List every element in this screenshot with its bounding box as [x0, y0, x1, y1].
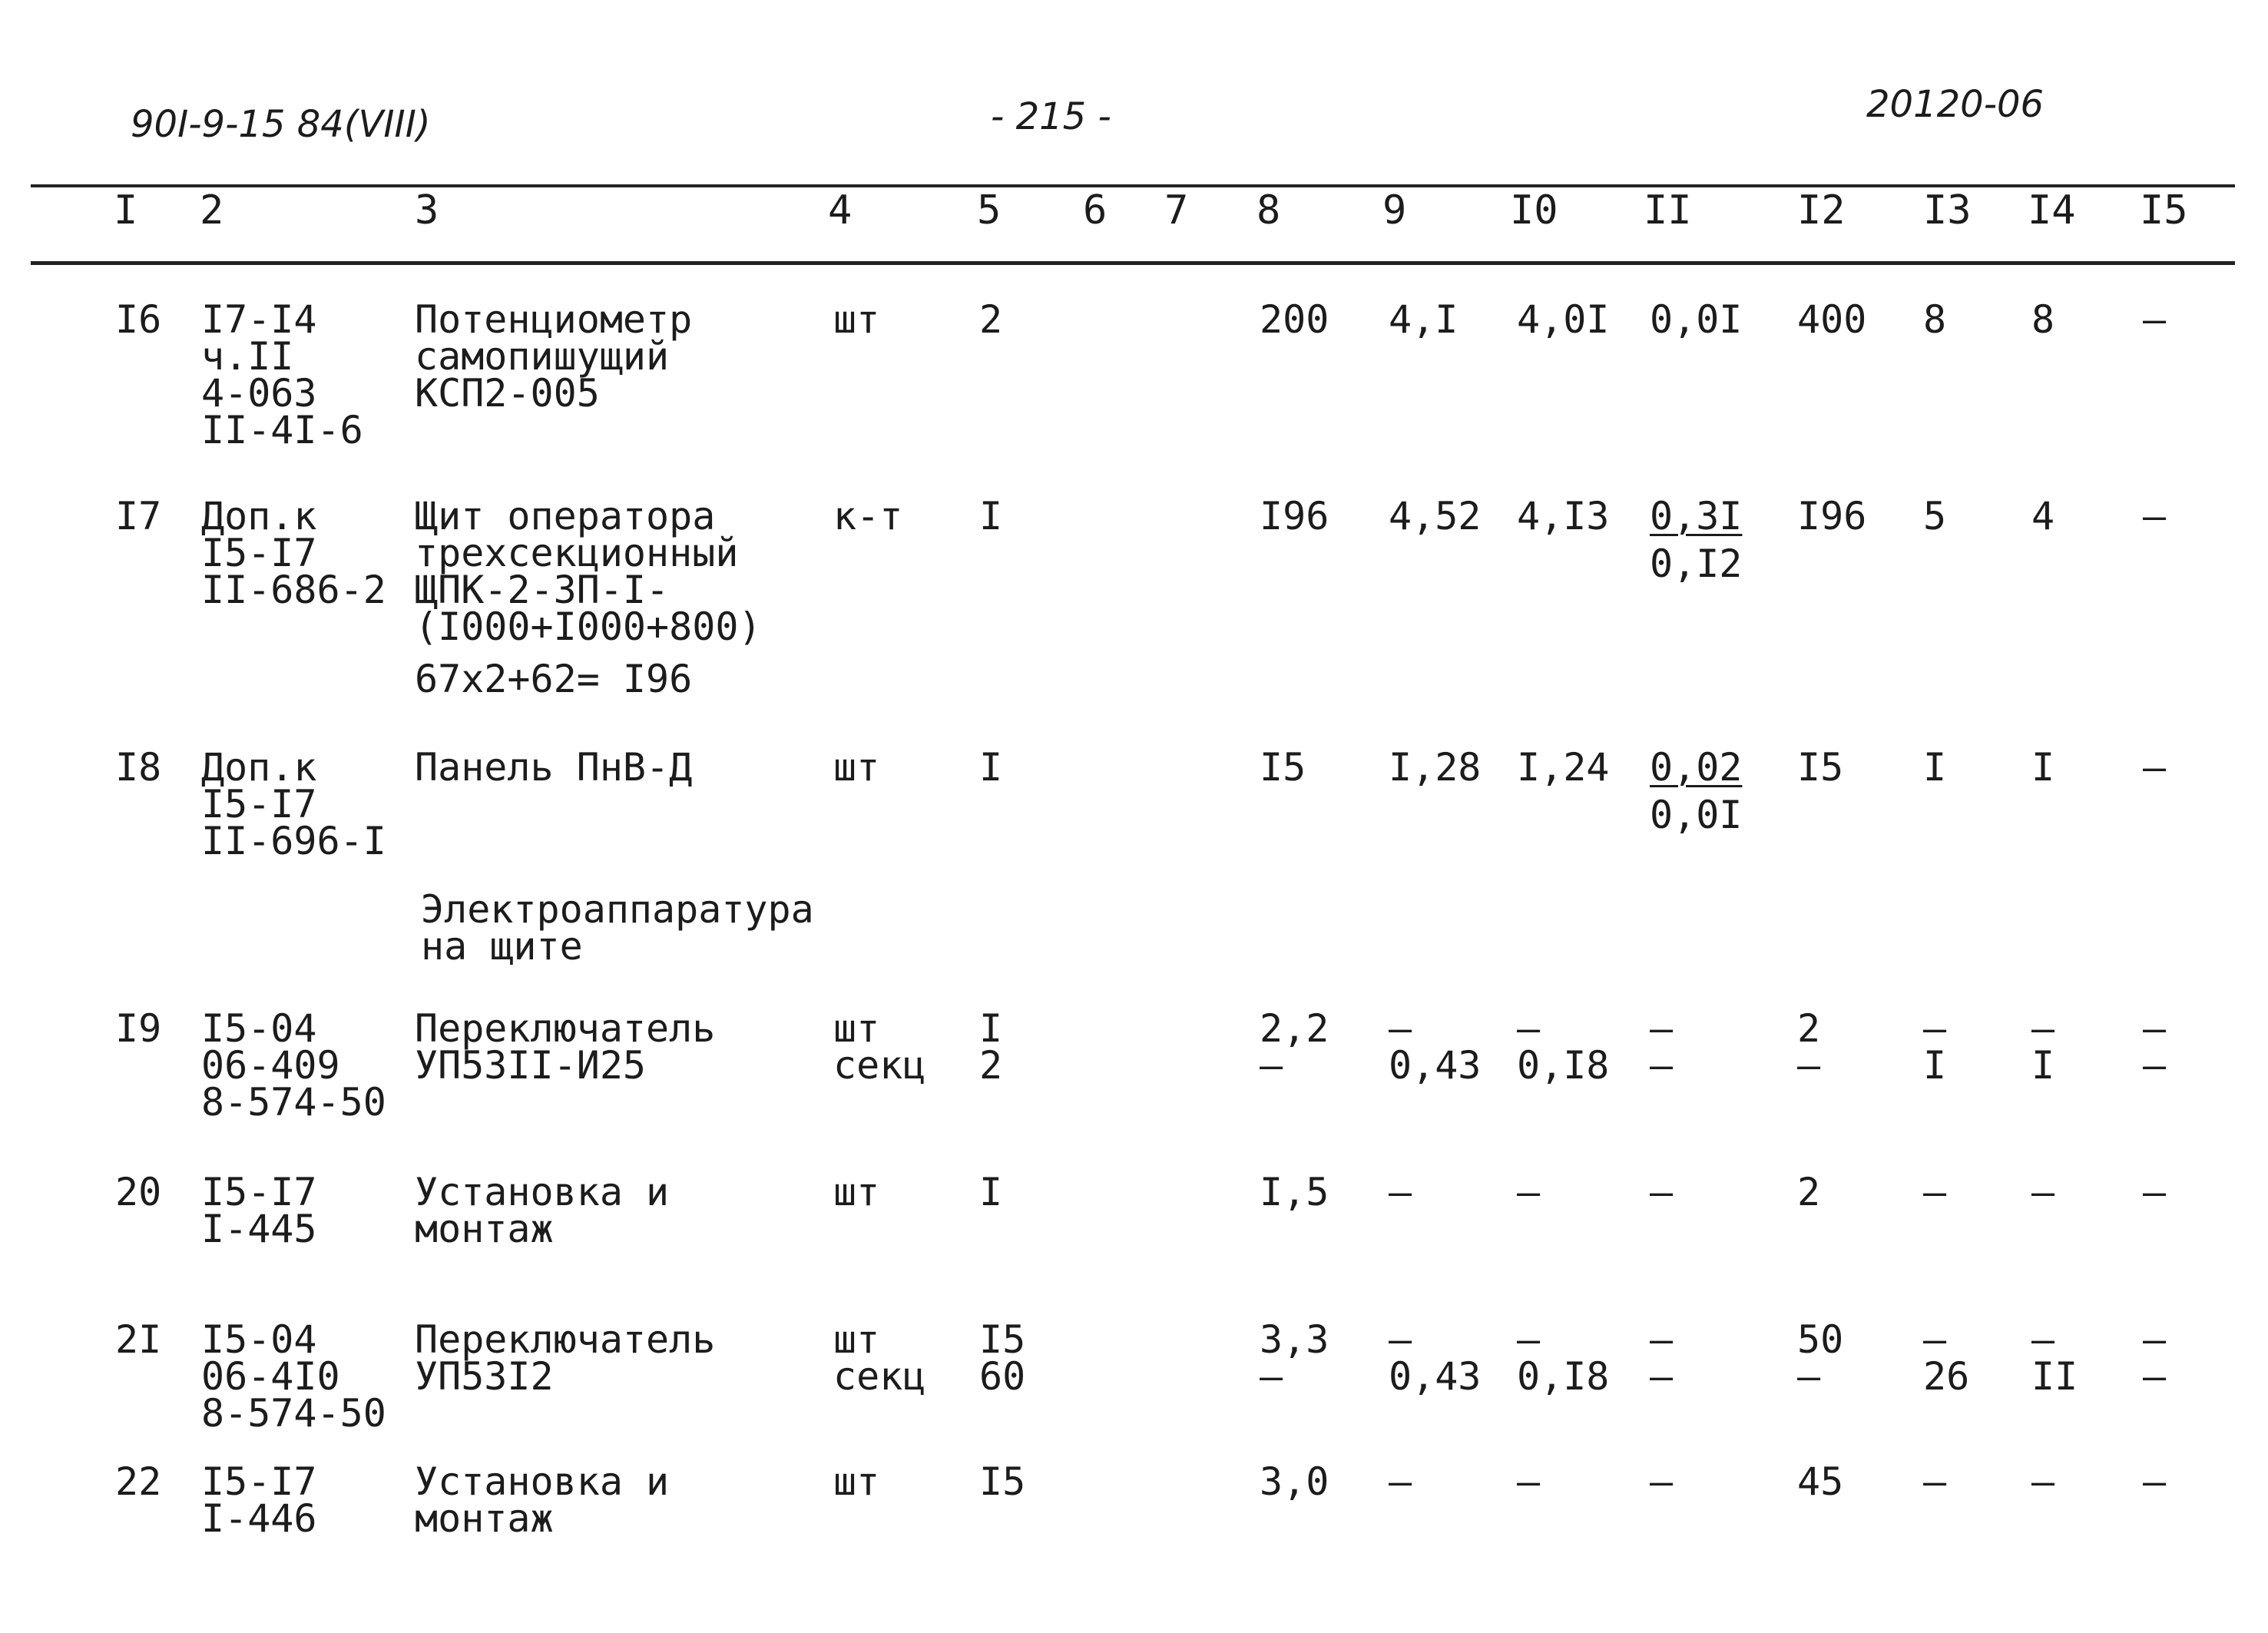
item-name: самопишущий	[415, 334, 670, 379]
cell-c15: –	[2143, 1459, 2167, 1504]
column-header-14: I4	[2028, 187, 2076, 234]
item-name: трехсекционный	[415, 531, 739, 575]
cell-c15: –	[2143, 1006, 2167, 1051]
cell-c8: 200	[1260, 297, 1329, 342]
cell-c12: 45	[1797, 1459, 1844, 1504]
cell-c11-numerator: 0,02	[1650, 745, 1743, 790]
cell-c13: 5	[1923, 494, 1947, 538]
item-name: Установка и	[415, 1459, 670, 1504]
cell-c9: 0,43	[1389, 1043, 1482, 1088]
cell-c14: I	[2031, 1043, 2055, 1088]
row-number: 2I	[115, 1317, 162, 1362]
cell-c9: –	[1389, 1006, 1412, 1051]
row-number: 22	[115, 1459, 162, 1504]
header-bottom-rule	[31, 261, 2235, 265]
cell-c13: I	[1923, 745, 1947, 790]
norm-code: Доп.к	[201, 494, 317, 538]
column-header-12: I2	[1797, 187, 1846, 234]
cell-c10: I,24	[1517, 745, 1610, 790]
cell-c10: 0,I8	[1517, 1354, 1610, 1399]
row-number: 20	[115, 1170, 162, 1214]
norm-code: 8-574-50	[201, 1391, 386, 1436]
archive-number: 20120-06	[1866, 83, 2045, 126]
cell-c8: 3,3	[1260, 1317, 1329, 1362]
cell-c11-denominator: 0,I2	[1650, 542, 1743, 586]
norm-code: I5-04	[201, 1006, 317, 1051]
cell-c11-numerator: 0,3I	[1650, 494, 1743, 538]
cell-c8: 3,0	[1260, 1459, 1329, 1504]
cell-c11: –	[1650, 1459, 1674, 1504]
item-name: монтаж	[415, 1207, 554, 1251]
cell-c11: –	[1650, 1006, 1674, 1051]
cell-unit: шт	[833, 1006, 880, 1051]
cell-qty: 2	[979, 297, 1003, 342]
norm-code: ч.II	[201, 334, 294, 379]
column-header-15: I5	[2140, 187, 2188, 234]
cell-unit: к-т	[833, 494, 903, 538]
cell-c14: 8	[2031, 297, 2055, 342]
document-code: 90I-9-15 84(VIII)	[131, 103, 431, 146]
header-top-rule	[31, 184, 2235, 187]
item-name: Переключатель	[415, 1006, 716, 1051]
cell-c10: 4,I3	[1517, 494, 1610, 538]
item-name: (I000+I000+800)	[415, 605, 762, 649]
cell-c10: 0,I8	[1517, 1043, 1610, 1088]
cell-c11: –	[1650, 1354, 1674, 1399]
cell-c8: I96	[1260, 494, 1329, 538]
cell-unit: шт	[833, 297, 880, 342]
cell-c11: –	[1650, 1170, 1674, 1214]
cell-c9: 4,I	[1389, 297, 1458, 342]
cell-c8: I,5	[1260, 1170, 1329, 1214]
norm-code: I5-I7	[201, 1459, 317, 1504]
item-name: УП53II-И25	[415, 1043, 647, 1088]
cell-c15: –	[2143, 745, 2167, 790]
norm-code: I5-I7	[201, 531, 317, 575]
cell-c13: I	[1923, 1043, 1947, 1088]
norm-code: II-686-2	[201, 568, 386, 612]
cell-c9: –	[1389, 1170, 1412, 1214]
cell-c8: I5	[1260, 745, 1306, 790]
norm-code: Доп.к	[201, 745, 317, 790]
cell-c10: 4,0I	[1517, 297, 1610, 342]
cell-c9: I,28	[1389, 745, 1482, 790]
cell-c15: –	[2143, 297, 2167, 342]
cell-c12: I5	[1797, 745, 1844, 790]
norm-code: I5-04	[201, 1317, 317, 1362]
cell-c8: –	[1260, 1043, 1283, 1088]
norm-code: I-445	[201, 1207, 317, 1251]
item-name: УП53I2	[415, 1354, 554, 1399]
cell-c9: –	[1389, 1317, 1412, 1362]
cell-c14: 4	[2031, 494, 2055, 538]
section-heading: на щите	[421, 924, 583, 969]
cell-qty: I5	[979, 1317, 1026, 1362]
column-header-13: I3	[1923, 187, 1972, 234]
cell-unit: шт	[833, 1170, 880, 1214]
cell-c14: –	[2031, 1006, 2055, 1051]
cell-c13: –	[1923, 1170, 1947, 1214]
item-name: Щит оператора	[415, 494, 716, 538]
row-number: I6	[115, 297, 162, 342]
cell-qty: 60	[979, 1354, 1026, 1399]
item-name: Установка и	[415, 1170, 670, 1214]
cell-c12: –	[1797, 1354, 1821, 1399]
cell-c15: –	[2143, 1354, 2167, 1399]
column-header-11: II	[1644, 187, 1692, 234]
cell-unit: шт	[833, 1317, 880, 1362]
cell-c14: II	[2031, 1354, 2078, 1399]
column-header-4: 4	[828, 187, 853, 234]
cell-c11-denominator: 0,0I	[1650, 793, 1743, 837]
column-header-9: 9	[1382, 187, 1407, 234]
cell-c14: –	[2031, 1459, 2055, 1504]
cell-qty: I	[979, 1006, 1003, 1051]
cell-c9: –	[1389, 1459, 1412, 1504]
cell-unit: секц	[833, 1354, 926, 1399]
cell-c13: –	[1923, 1459, 1947, 1504]
norm-code: I5-I7	[201, 1170, 317, 1214]
cell-c15: –	[2143, 494, 2167, 538]
cell-c12: 2	[1797, 1006, 1821, 1051]
column-header-6: 6	[1083, 187, 1108, 234]
cell-c14: –	[2031, 1317, 2055, 1362]
column-header-10: I0	[1510, 187, 1558, 234]
cell-unit: шт	[833, 1459, 880, 1504]
cell-c12: 50	[1797, 1317, 1844, 1362]
row-number: I8	[115, 745, 162, 790]
norm-code: II-696-I	[201, 819, 386, 863]
cell-c15: –	[2143, 1170, 2167, 1214]
cell-c11: –	[1650, 1317, 1674, 1362]
cell-unit: секц	[833, 1043, 926, 1088]
item-name: монтаж	[415, 1496, 554, 1541]
norm-code: II-4I-6	[201, 408, 363, 452]
cell-c14: I	[2031, 745, 2055, 790]
cell-c12: 400	[1797, 297, 1867, 342]
norm-code: 06-409	[201, 1043, 340, 1088]
cell-unit: шт	[833, 745, 880, 790]
norm-code: 8-574-50	[201, 1080, 386, 1125]
column-header-3: 3	[415, 187, 439, 234]
column-header-5: 5	[977, 187, 1002, 234]
cell-c13: –	[1923, 1006, 1947, 1051]
cell-qty: I5	[979, 1459, 1026, 1504]
item-name: КСП2-005	[415, 371, 600, 416]
norm-code: 4-063	[201, 371, 317, 416]
cell-c13: 8	[1923, 297, 1947, 342]
item-name: Потенциометр	[415, 297, 693, 342]
cell-c10: –	[1517, 1170, 1541, 1214]
item-calculation: 67x2+62= I96	[415, 657, 693, 701]
cell-c13: 26	[1923, 1354, 1970, 1399]
norm-code: I-446	[201, 1496, 317, 1541]
section-heading: Электроаппаратура	[421, 887, 814, 932]
cell-c14: –	[2031, 1170, 2055, 1214]
row-number: I7	[115, 494, 162, 538]
norm-code: 06-4I0	[201, 1354, 340, 1399]
cell-c8: 2,2	[1260, 1006, 1329, 1051]
cell-c12: –	[1797, 1043, 1821, 1088]
cell-qty: I	[979, 494, 1003, 538]
page-number: - 215 -	[991, 95, 1111, 138]
column-header-8: 8	[1257, 187, 1281, 234]
item-name: ЩПК-2-3П-I-	[415, 568, 670, 612]
cell-c9: 4,52	[1389, 494, 1482, 538]
cell-qty: I	[979, 1170, 1003, 1214]
item-name: Переключатель	[415, 1317, 716, 1362]
row-number: I9	[115, 1006, 162, 1051]
cell-c8: –	[1260, 1354, 1283, 1399]
item-name: Панель ПнВ-Д	[415, 745, 693, 790]
norm-code: I5-I7	[201, 782, 317, 826]
cell-qty: I	[979, 745, 1003, 790]
cell-qty: 2	[979, 1043, 1003, 1088]
cell-c10: –	[1517, 1006, 1541, 1051]
cell-c13: –	[1923, 1317, 1947, 1362]
cell-c10: –	[1517, 1317, 1541, 1362]
cell-c9: 0,43	[1389, 1354, 1482, 1399]
cell-c10: –	[1517, 1459, 1541, 1504]
column-header-2: 2	[200, 187, 224, 234]
column-header-7: 7	[1164, 187, 1189, 234]
cell-c15: –	[2143, 1317, 2167, 1362]
norm-code: I7-I4	[201, 297, 317, 342]
cell-c11: –	[1650, 1043, 1674, 1088]
cell-c12: I96	[1797, 494, 1867, 538]
cell-c12: 2	[1797, 1170, 1821, 1214]
cell-c11-numerator: 0,0I	[1650, 297, 1743, 342]
cell-c15: –	[2143, 1043, 2167, 1088]
column-header-1: I	[114, 187, 138, 234]
